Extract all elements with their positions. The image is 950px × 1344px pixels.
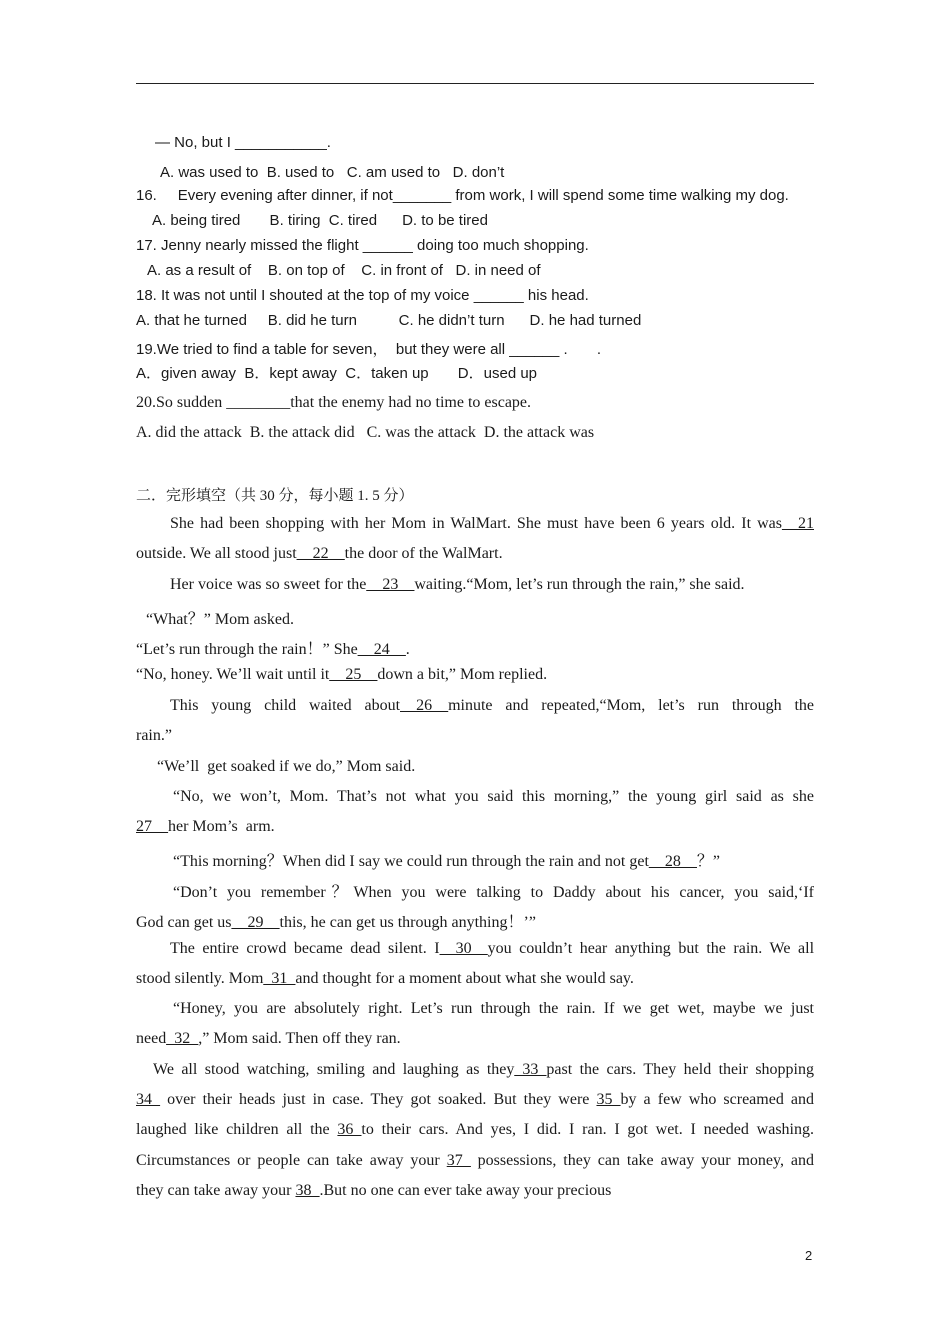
header-rule: [136, 83, 814, 84]
cloze-paragraph-line: stood silently. Mom_31_and thought for a moment about what she would say.: [136, 970, 634, 987]
cloze-paragraph-line: “No, honey. We’ll wait until it__25__down a bit,” Mom replied.: [136, 666, 548, 683]
blank-30: __30__: [439, 940, 488, 957]
q19-options: A．given away B．kept away C．taken up D．used up: [136, 365, 538, 382]
cloze-heading: 二．完形填空（共 30 分，每小题 1. 5 分）: [136, 488, 414, 504]
cloze-paragraph-line: need_32_,” Mom said. Then off they ran.: [136, 1030, 401, 1047]
cloze-paragraph-line: She had been shopping with her Mom in WalMart. She must have been 6 years old. It was__21: [170, 515, 814, 532]
cloze-paragraph-line: rain.”: [136, 727, 172, 744]
cloze-paragraph-line: Circumstances or people can take away your 37_ possessions, they can take away your money, and: [136, 1152, 815, 1169]
blank-27: 27__: [136, 818, 168, 835]
cloze-paragraph-line: “This morning？When did I say we could run through the rain and not get__28__？”: [173, 853, 721, 870]
q15-options: A. was used to B. used to C. am used to D. don’t: [160, 164, 505, 181]
cloze-paragraph-line: “Let’s run through the rain！” She__24__.: [136, 641, 410, 658]
blank-33: _33_: [514, 1061, 547, 1078]
q17-stem: 17. Jenny nearly missed the flight ______ doing too much shopping.: [136, 237, 589, 254]
blank-26: __26__: [400, 697, 449, 714]
cloze-paragraph-line: This young child waited about__26__minute and repeated,“Mom, let’s run through the: [170, 697, 814, 714]
q18-options: A. that he turned B. did he turn C. he didn’t turn D. he had turned: [136, 312, 642, 329]
cloze-paragraph-line: We all stood watching, smiling and laughing as they_33_past the cars. They held their shopping: [153, 1061, 814, 1078]
cloze-paragraph-line: “We’ll get soaked if we do,” Mom said.: [157, 758, 416, 775]
blank-34: 34_: [136, 1091, 160, 1108]
blank-32: _32_: [166, 1030, 199, 1047]
q16-stem: 16. Every evening after dinner, if not_______ from work, I will spend some time walking my dog.: [136, 187, 789, 204]
cloze-paragraph-line: “No, we won’t, Mom. That’s not what you said this morning,” the young girl said as she: [173, 788, 814, 805]
cloze-paragraph-line: 27__her Mom’s arm.: [136, 818, 275, 835]
blank-36: 36_: [337, 1121, 362, 1138]
q18-stem: 18. It was not until I shouted at the top of my voice ______ his head.: [136, 287, 589, 304]
page-number: 2: [805, 1248, 813, 1263]
blank-25: __25__: [329, 666, 378, 683]
blank-24: __24__: [357, 641, 406, 658]
q19-stem: 19.We tried to find a table for seven， but they were all ______ . .: [136, 341, 601, 358]
cloze-paragraph-line: Her voice was so sweet for the__23__waiting.“Mom, let’s run through the rain,” she said.: [170, 576, 745, 593]
cloze-paragraph-line: The entire crowd became dead silent. I__30__you couldn’t hear anything but the rain. We all: [170, 940, 815, 957]
blank-35: 35_: [596, 1091, 621, 1108]
cloze-paragraph-line: “Don’t you remember？When you were talking to Daddy about his cancer, you said,‘If: [173, 884, 814, 901]
cloze-paragraph-line: they can take away your 38_.But no one can ever take away your precious: [136, 1182, 612, 1199]
q16-options: A. being tired B. tiring C. tired D. to be tired: [152, 212, 488, 229]
blank-21: __21: [782, 515, 814, 532]
cloze-paragraph-line: laughed like children all the 36_to their cars. And yes, I did. I ran. I got wet. I needed washing.: [136, 1121, 814, 1138]
blank-31: _31_: [263, 970, 296, 987]
q17-options: A. as a result of B. on top of C. in front of D. in need of: [147, 262, 541, 279]
cloze-paragraph-line: “What？” Mom asked.: [146, 611, 294, 628]
cloze-paragraph-line: God can get us__29__this, he can get us through anything！’”: [136, 914, 536, 931]
blank-38: 38_: [295, 1182, 320, 1199]
blank-22: __22__: [296, 545, 345, 562]
blank-29: __29__: [231, 914, 280, 931]
q20-options: A. did the attack B. the attack did C. was the attack D. the attack was: [136, 424, 595, 441]
cloze-paragraph-line: “Honey, you are absolutely right. Let’s run through the rain. If we get wet, maybe we just: [173, 1000, 814, 1017]
cloze-paragraph-line: outside. We all stood just__22__the door of the WalMart.: [136, 545, 503, 562]
blank-37: 37_: [446, 1152, 471, 1169]
cloze-paragraph-line: 34_ over their heads just in case. They got soaked. But they were 35_by a few who screamed and: [136, 1091, 815, 1108]
blank-23: __23__: [366, 576, 415, 593]
q20-stem: 20.So sudden ________that the enemy had no time to escape.: [136, 394, 532, 411]
blank-28: __28__: [648, 853, 697, 870]
q15-answer-line: — No, but I ___________.: [155, 134, 331, 151]
